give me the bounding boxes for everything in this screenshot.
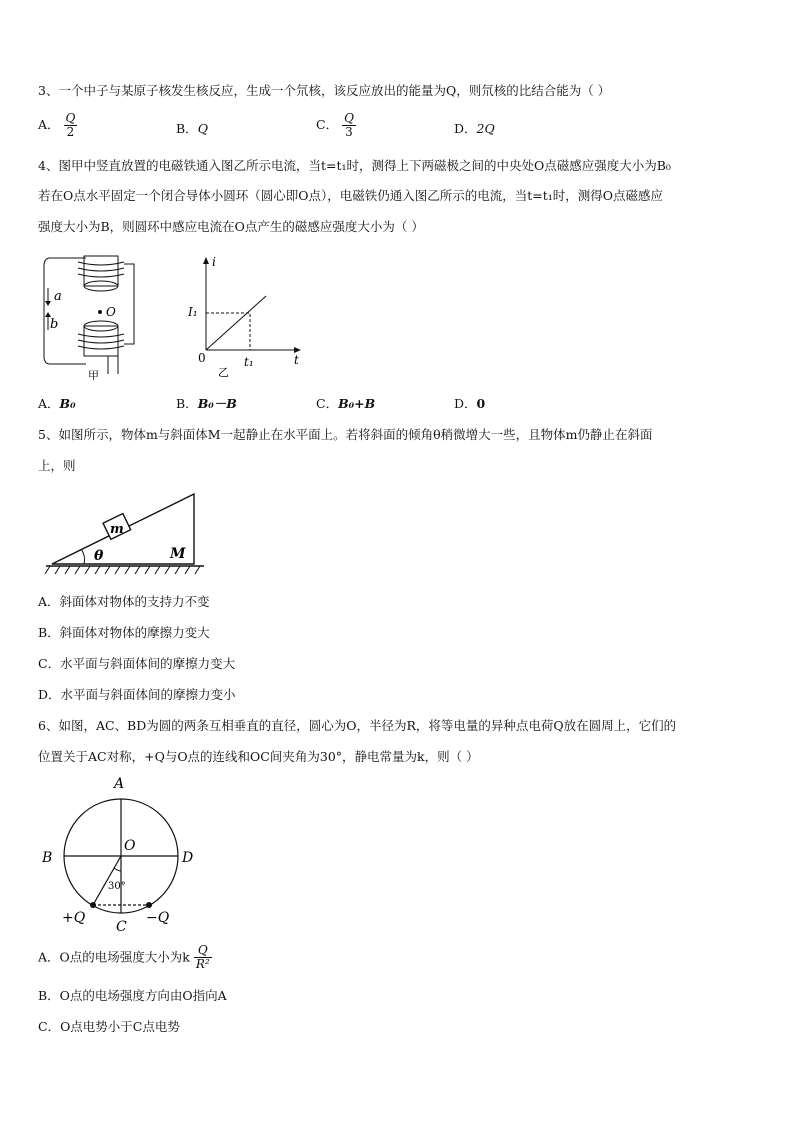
q5-option-a: A．斜面体对物体的支持力不变 <box>38 594 210 609</box>
upper-coil <box>78 262 124 277</box>
q4-option-d <box>454 396 485 412</box>
option-text: B₀ <box>59 396 76 411</box>
option-letter: A． <box>38 396 60 411</box>
option-letter: A． <box>38 117 60 132</box>
label-C: C <box>116 919 127 934</box>
q3-option-b <box>176 121 208 137</box>
current-time-graph <box>186 254 306 378</box>
origin-label: 0 <box>198 351 206 365</box>
label-angle: 30° <box>108 881 126 892</box>
fraction-numerator: Q <box>65 111 76 125</box>
i1-label: I₁ <box>188 305 198 319</box>
fraction <box>342 112 356 139</box>
plus-q-charge <box>90 902 96 908</box>
q6-option-c: C．O点电势小于C点电势 <box>38 1019 180 1034</box>
label-minus-q: −Q <box>146 910 170 926</box>
point-o <box>98 310 102 314</box>
label-A: A <box>114 776 125 792</box>
option-text: Q <box>197 121 208 136</box>
fraction <box>64 112 78 139</box>
option-letter: B． <box>176 121 198 136</box>
q5-option-c: C．水平面与斜面体间的摩擦力变大 <box>38 656 236 671</box>
right-wire <box>124 264 134 344</box>
lower-coil <box>78 334 124 349</box>
fraction-numerator: Q <box>197 943 208 957</box>
fraction-denominator: 3 <box>342 125 356 139</box>
label-B: B <box>42 850 53 866</box>
q5-stem-line2: 上，则 <box>38 458 76 473</box>
fraction-denominator: 2 <box>64 125 78 139</box>
q3-stem: 3、一个中子与某原子核发生核反应，生成一个氘核，该反应放出的能量为Q，则氘核的比结合能为（ ） <box>38 83 611 98</box>
q4-stem-line3: 强度大小为B，则圆环中感应电流在O点产生的磁感应强度大小为（ ） <box>38 219 424 234</box>
fraction-numerator: Q <box>344 111 354 125</box>
q5-stem-line1: 5、如图所示，物体m与斜面体M一起静止在水平面上。若将斜面的倾角θ稍微增大一些，且物体m仍静止在斜面 <box>38 427 653 442</box>
minus-q-charge <box>146 902 152 908</box>
frame-wire <box>44 258 86 364</box>
q6-stem-line1: 6、如图，AC、BD为圆的两条互相垂直的直径，圆心为O，半径为R，将等电量的异种点电荷Q放在圆周上，它们的 <box>38 718 677 733</box>
q3-option-c <box>316 112 356 139</box>
x-axis-label: t <box>294 353 299 367</box>
q6-stem-line2: 位置关于AC对称，+Q与O点的连线和OC间夹角为30°，静电常量为k，则（ ） <box>38 749 479 764</box>
t1-label: t₁ <box>244 355 254 369</box>
label-b: b <box>50 317 59 332</box>
q4-stem-line1: 4、图甲中竖直放置的电磁铁通入图乙所示电流，当t=t₁时，测得上下两磁极之间的中央处O点磁感应强度大小为B₀ <box>38 158 671 173</box>
q5-option-d: D．水平面与斜面体间的摩擦力变小 <box>38 687 236 702</box>
q3-option-d <box>454 121 495 137</box>
q4-option-b <box>176 396 237 412</box>
option-letter: B． <box>176 396 198 411</box>
arrow-a-head <box>45 301 51 306</box>
option-text: B₀+B <box>338 396 376 411</box>
label-theta: θ <box>94 548 104 564</box>
q5-option-b: B．斜面体对物体的摩擦力变大 <box>38 625 210 640</box>
y-arrow <box>203 257 209 264</box>
angle-arc <box>114 868 121 871</box>
option-text: B₀－B <box>197 396 237 411</box>
caption-yi: 乙 <box>218 366 229 378</box>
label-O: O <box>124 838 136 854</box>
option-text: 2Q <box>476 121 495 136</box>
option-text: 0 <box>476 396 486 411</box>
label-D: D <box>182 850 194 866</box>
electromagnet-figure <box>38 252 148 382</box>
option-letter: C． <box>316 396 339 411</box>
label-M: M <box>170 546 186 562</box>
label-a: a <box>54 289 62 304</box>
label-m: m <box>110 522 124 537</box>
current-line <box>206 296 266 350</box>
q6-option-b: B．O点的电场强度方向由O指向A <box>38 988 227 1003</box>
y-axis-label: i <box>212 255 216 269</box>
angle-arc <box>81 549 85 564</box>
q4-option-a <box>38 396 76 412</box>
fraction <box>194 944 212 971</box>
option-letter: D． <box>454 396 477 411</box>
caption-jia: 甲 <box>88 369 99 382</box>
lead-wires <box>108 356 118 374</box>
fraction-denominator: R² <box>195 957 210 971</box>
option-letter: C． <box>316 117 339 132</box>
option-letter: D． <box>454 121 477 136</box>
q6-option-a <box>38 944 212 971</box>
circle-charges-figure <box>38 774 208 934</box>
ground-hatching <box>45 566 200 574</box>
option-text: A．O点的电场强度大小为k <box>38 949 190 965</box>
q4-stem-line2: 若在O点水平固定一个闭合导体小圆环（圆心即O点），电磁铁仍通入图乙所示的电流，当t=t₁时，测得O点磁感应 <box>38 188 664 203</box>
q3-option-a <box>38 112 77 139</box>
label-plus-q: +Q <box>62 910 86 926</box>
label-o: O <box>106 305 116 319</box>
q4-option-c <box>316 396 375 412</box>
incline-figure <box>44 488 212 580</box>
